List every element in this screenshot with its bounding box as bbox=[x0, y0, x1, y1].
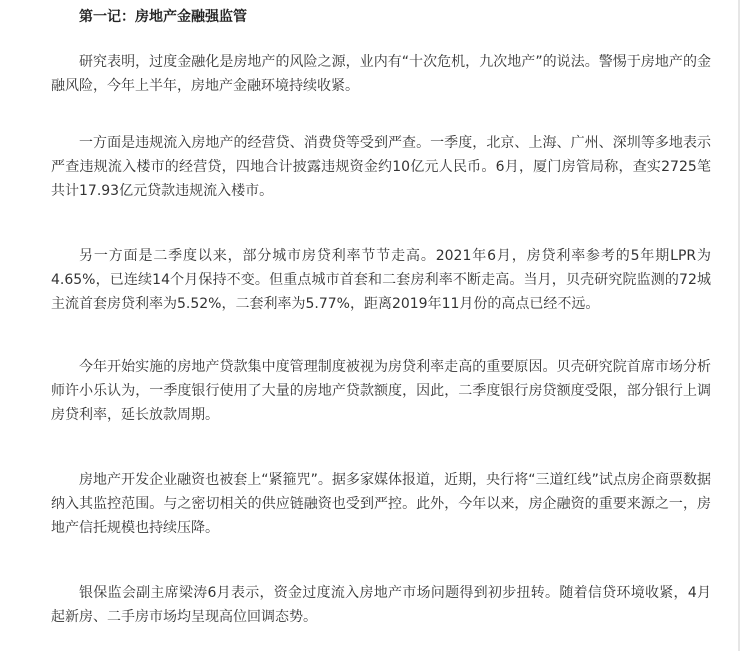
section-heading: 第一记：房地产金融强监管 bbox=[79, 9, 247, 25]
paragraph-2: 一方面是违规流入房地产的经营贷、消费贷等受到严查。一季度，北京、上海、广州、深圳等多地表示严查违规流入楼市的经营贷，四地合计披露违规资金约10亿元人民币。6月，厦门房管局称，查实2725笔共计17.93亿元贷款违规流入楼市。 bbox=[51, 135, 711, 199]
paragraph-5: 房地产开发企业融资也被套上“紧箍咒”。据多家媒体报道，近期，央行将“三道红线”试点房企商票数据纳入其监控范围。与之密切相关的供应链融资也受到严控。此外，今年以来，房企融资的重要来源之一，房地产信托规模也持续压降。 bbox=[51, 472, 711, 536]
paragraph-4: 今年开始实施的房地产贷款集中度管理制度被视为房贷利率走高的重要原因。贝壳研究院首席市场分析师许小乐认为，一季度银行使用了大量的房地产贷款额度，因此，二季度银行房贷额度受限，部分银行上调房贷利率，延长放款周期。 bbox=[51, 359, 711, 423]
paragraph-6: 银保监会副主席梁涛6月表示，资金过度流入房地产市场问题得到初步扭转。随着信贷环境收紧，4月起新房、二手房市场均呈现高位回调态势。 bbox=[51, 585, 711, 625]
paragraph-3: 另一方面是二季度以来，部分城市房贷利率节节走高。2021年6月，房贷利率参考的5年期LPR为4.65%，已连续14个月保持不变。但重点城市首套和二套房利率不断走高。当月，贝壳研究院监测的72城主流首套房贷利率为5.52%，二套利率为5.77%，距离2019年11月份的高点已经不远。 bbox=[51, 248, 711, 312]
paragraph-1: 研究表明，过度金融化是房地产的风险之源，业内有“十次危机，九次地产”的说法。警惕于房地产的金融风险，今年上半年，房地产金融环境持续收紧。 bbox=[51, 54, 711, 94]
